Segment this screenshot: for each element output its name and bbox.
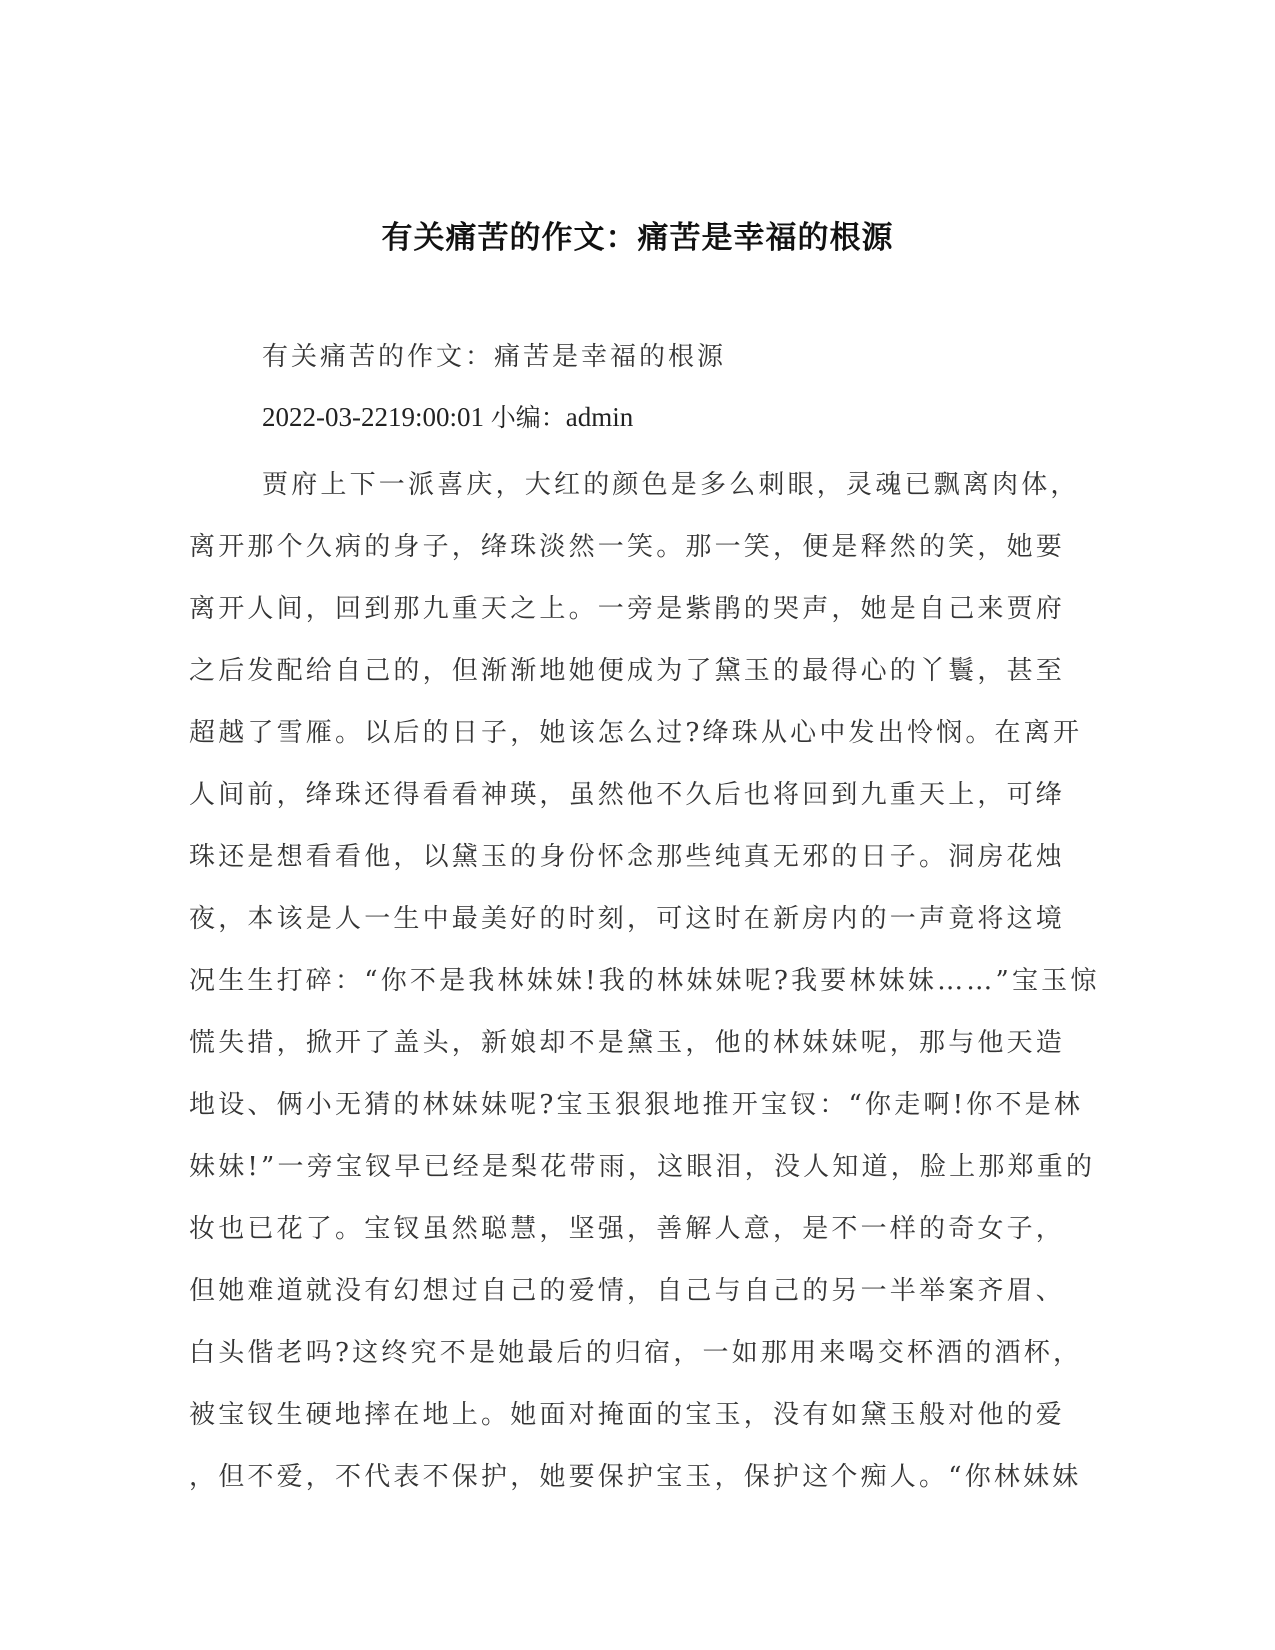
body-line: 妆也已花了。宝钗虽然聪慧，坚强，善解人意，是不一样的奇女子， xyxy=(189,1214,1066,1244)
article-subtitle: 有关痛苦的作文：痛苦是幸福的根源 xyxy=(262,342,727,372)
body-line: 但她难道就没有幻想过自己的爱情，自己与自己的另一半举案齐眉、 xyxy=(189,1276,1066,1306)
body-line: 之后发配给自己的，但渐渐地她便成为了黛玉的最得心的丫鬟，甚至 xyxy=(189,656,1066,686)
body-line: 超越了雪雁。以后的日子，她该怎么过?绛珠从心中发出怜悯。在离开 xyxy=(189,718,1083,748)
body-line: 珠还是想看看他，以黛玉的身份怀念那些纯真无邪的日子。洞房花烛 xyxy=(189,842,1066,872)
body-line: ，但不爱，不代表不保护，她要保护宝玉，保护这个痴人。“你林妹妹 xyxy=(189,1462,1082,1492)
body-line: 离开人间，回到那九重天之上。一旁是紫鹃的哭声，她是自己来贾府 xyxy=(189,594,1066,624)
body-line: 离开那个久病的身子，绛珠淡然一笑。那一笑，便是释然的笑，她要 xyxy=(189,532,1066,562)
body-line: 况生生打碎：“你不是我林妹妹!我的林妹妹呢?我要林妹妹……”宝玉惊 xyxy=(189,966,1100,996)
body-line: 白头偕老吗?这终究不是她最后的归宿，一如那用来喝交杯酒的酒杯， xyxy=(189,1338,1083,1368)
body-line: 妹妹!”一旁宝钗早已经是梨花带雨，这眼泪，没人知道，脸上那郑重的 xyxy=(189,1152,1096,1182)
body-line: 被宝钗生硬地摔在地上。她面对掩面的宝玉，没有如黛玉般对他的爱 xyxy=(189,1400,1066,1430)
body-line: 人间前，绛珠还得看看神瑛，虽然他不久后也将回到九重天上，可绛 xyxy=(189,780,1066,810)
publish-datetime: 2022-03-2219:00:01 xyxy=(262,402,484,432)
body-line: 夜，本该是人一生中最美好的时刻，可这时在新房内的一声竟将这境 xyxy=(189,904,1066,934)
author-name: admin xyxy=(565,402,634,432)
document-title: 有关痛苦的作文：痛苦是幸福的根源 xyxy=(381,220,894,256)
article-body xyxy=(189,454,1100,1508)
author-label: 小编： xyxy=(490,403,566,432)
body-line: 贾府上下一派喜庆，大红的颜色是多么刺眼，灵魂已飘离肉体， xyxy=(262,470,1080,500)
body-line: 地设、俩小无猜的林妹妹呢?宝玉狠狠地推开宝钗：“你走啊!你不是林 xyxy=(189,1090,1084,1120)
body-line: 慌失措，掀开了盖头，新娘却不是黛玉，他的林妹妹呢，那与他天造 xyxy=(189,1028,1066,1058)
article-meta xyxy=(262,398,633,434)
